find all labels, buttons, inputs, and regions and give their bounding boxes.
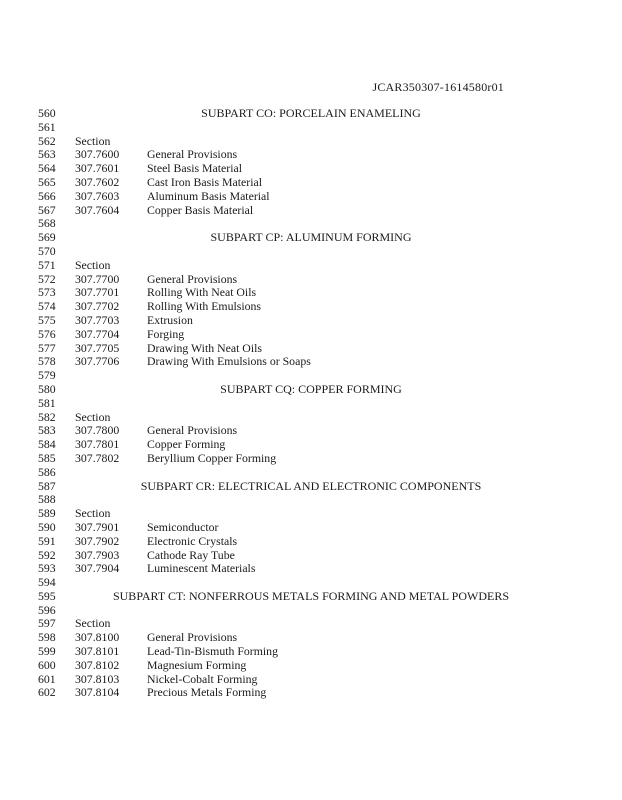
line-number: 577 (38, 340, 56, 355)
section-number: 307.8103 (75, 671, 120, 686)
line-number: 561 (38, 119, 56, 134)
document-line (0, 659, 622, 673)
line-number: 592 (38, 547, 56, 562)
document-line (0, 438, 622, 452)
document-line (0, 204, 622, 218)
line-number: 572 (38, 271, 56, 286)
line-number: 589 (38, 506, 56, 521)
document-line (0, 107, 622, 121)
document-body (0, 107, 622, 700)
section-number: 307.7701 (75, 285, 120, 300)
section-number: 307.7704 (75, 326, 120, 341)
line-number: 573 (38, 285, 56, 300)
section-number: 307.7801 (75, 437, 120, 452)
section-title: General Provisions (147, 423, 238, 438)
document-line (0, 121, 622, 135)
section-number: 307.7800 (75, 423, 120, 438)
document-line (0, 259, 622, 273)
line-number: 560 (38, 106, 56, 120)
line-number: 575 (38, 312, 56, 327)
section-title: Precious Metals Forming (147, 685, 267, 700)
document-line (0, 521, 622, 535)
line-number: 580 (38, 381, 56, 396)
section-title: Copper Forming (147, 437, 226, 452)
document-line (0, 369, 622, 383)
line-number: 591 (38, 533, 56, 548)
section-title: General Provisions (147, 630, 238, 645)
section-label: Section (75, 616, 111, 631)
section-title: Nickel-Cobalt Forming (147, 671, 258, 686)
section-number: 307.7600 (75, 147, 120, 162)
line-number: 565 (38, 174, 56, 189)
line-number: 586 (38, 464, 56, 479)
section-number: 307.7604 (75, 202, 120, 217)
line-number: 585 (38, 450, 56, 465)
document-line (0, 493, 622, 507)
subpart-heading: SUBPART CR: ELECTRICAL AND ELECTRONIC COMPONENTS (140, 478, 482, 493)
document-line (0, 231, 622, 245)
section-title: Luminescent Materials (147, 561, 256, 576)
section-title: Electronic Crystals (147, 533, 238, 548)
document-line (0, 135, 622, 149)
section-number: 307.7802 (75, 450, 120, 465)
document-line (0, 245, 622, 259)
line-number: 588 (38, 492, 56, 507)
line-number: 563 (38, 147, 56, 162)
line-number: 570 (38, 243, 56, 258)
document-line (0, 507, 622, 521)
document-line (0, 328, 622, 342)
document-line (0, 342, 622, 356)
section-title: Aluminum Basis Material (147, 188, 270, 203)
line-number: 594 (38, 575, 56, 590)
section-title: Rolling With Neat Oils (147, 285, 257, 300)
section-number: 307.7601 (75, 161, 120, 176)
section-number: 307.8104 (75, 685, 120, 700)
line-number: 593 (38, 561, 56, 576)
section-title: Beryllium Copper Forming (147, 450, 277, 465)
document-line (0, 286, 622, 300)
line-number: 595 (38, 588, 56, 603)
document-line (0, 645, 622, 659)
document-line (0, 686, 622, 700)
section-number: 307.8100 (75, 630, 120, 645)
document-line (0, 217, 622, 231)
document-line (0, 190, 622, 204)
section-title: Rolling With Emulsions (147, 299, 262, 314)
document-line (0, 397, 622, 411)
line-number: 562 (38, 133, 56, 148)
subpart-heading: SUBPART CT: NONFERROUS METALS FORMING AND METAL POWDERS (112, 588, 510, 603)
section-number: 307.7602 (75, 174, 120, 189)
section-number: 307.7702 (75, 299, 120, 314)
section-title: General Provisions (147, 147, 238, 162)
document-line (0, 411, 622, 425)
section-number: 307.7706 (75, 354, 120, 369)
section-title: Extrusion (147, 312, 193, 327)
document-line (0, 673, 622, 687)
document-line (0, 383, 622, 397)
document-line (0, 424, 622, 438)
document-line (0, 535, 622, 549)
line-number: 600 (38, 657, 56, 672)
section-number: 307.7705 (75, 340, 120, 355)
document-line (0, 549, 622, 563)
line-number: 583 (38, 423, 56, 438)
section-title: Magnesium Forming (147, 657, 247, 672)
subpart-heading: SUBPART CO: PORCELAIN ENAMELING (201, 106, 421, 120)
subpart-heading: SUBPART CQ: COPPER FORMING (220, 381, 402, 396)
line-number: 584 (38, 437, 56, 452)
line-number: 597 (38, 616, 56, 631)
section-title: Drawing With Neat Oils (147, 340, 262, 355)
section-number: 307.8101 (75, 644, 120, 659)
line-number: 596 (38, 602, 56, 617)
section-number: 307.7603 (75, 188, 120, 203)
line-number: 567 (38, 202, 56, 217)
section-number: 307.7903 (75, 547, 120, 562)
line-number: 590 (38, 519, 56, 534)
line-number: 566 (38, 188, 56, 203)
document-line (0, 273, 622, 287)
line-number: 571 (38, 257, 56, 272)
section-title: Steel Basis Material (147, 161, 243, 176)
section-title: Cast Iron Basis Material (147, 174, 262, 189)
document-line (0, 631, 622, 645)
document-line (0, 562, 622, 576)
line-number: 587 (38, 478, 56, 493)
document-line (0, 300, 622, 314)
subpart-heading: SUBPART CP: ALUMINUM FORMING (210, 230, 412, 245)
section-label: Section (75, 506, 111, 521)
document-id: JCAR350307-1614580r01 (372, 80, 504, 94)
document-line (0, 176, 622, 190)
section-number: 307.7904 (75, 561, 120, 576)
section-number: 307.7703 (75, 312, 120, 327)
section-title: Cathode Ray Tube (147, 547, 235, 562)
section-number: 307.7901 (75, 519, 120, 534)
line-number: 598 (38, 630, 56, 645)
document-line (0, 452, 622, 466)
section-number: 307.7902 (75, 533, 120, 548)
section-title: Lead-Tin-Bismuth Forming (147, 644, 278, 659)
line-number: 569 (38, 230, 56, 245)
line-number: 581 (38, 395, 56, 410)
line-number: 576 (38, 326, 56, 341)
document-line (0, 162, 622, 176)
section-title: Semiconductor (147, 519, 219, 534)
document-line (0, 355, 622, 369)
line-number: 564 (38, 161, 56, 176)
line-number: 578 (38, 354, 56, 369)
line-number: 568 (38, 216, 56, 231)
document-line (0, 590, 622, 604)
document-line (0, 466, 622, 480)
line-number: 602 (38, 685, 56, 700)
document-line (0, 480, 622, 494)
section-title: Forging (147, 326, 185, 341)
document-line (0, 604, 622, 618)
line-number: 599 (38, 644, 56, 659)
section-title: Drawing With Emulsions or Soaps (147, 354, 311, 369)
document-line (0, 148, 622, 162)
line-number: 574 (38, 299, 56, 314)
line-number: 601 (38, 671, 56, 686)
section-label: Section (75, 257, 111, 272)
document-line (0, 617, 622, 631)
section-title: Copper Basis Material (147, 202, 254, 217)
line-number: 579 (38, 368, 56, 383)
section-title: General Provisions (147, 271, 238, 286)
section-label: Section (75, 409, 111, 424)
section-number: 307.7700 (75, 271, 120, 286)
section-label: Section (75, 133, 111, 148)
document-line (0, 314, 622, 328)
section-number: 307.8102 (75, 657, 120, 672)
document-line (0, 576, 622, 590)
line-number: 582 (38, 409, 56, 424)
